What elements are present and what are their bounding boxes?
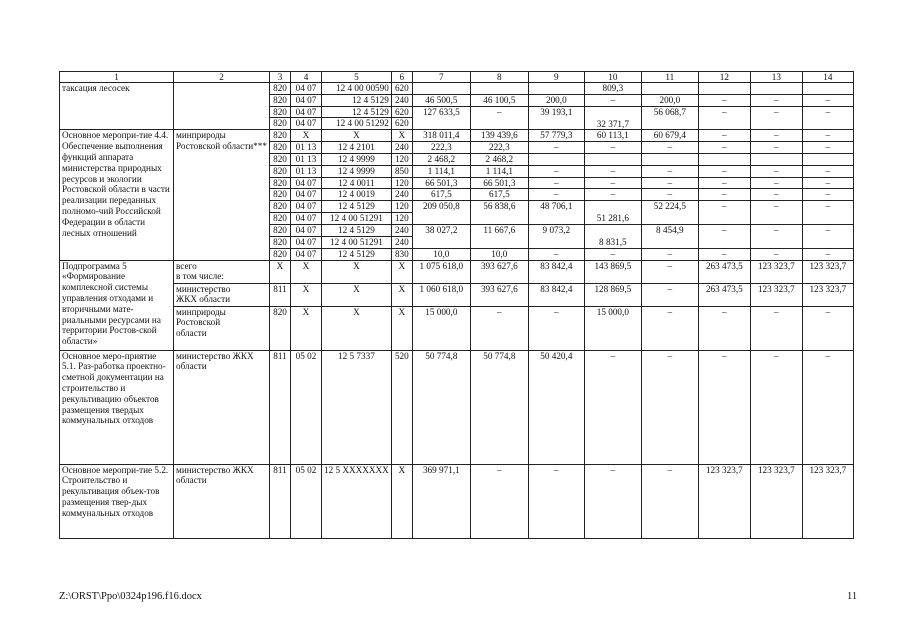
table-cell: 04 07 bbox=[291, 177, 322, 189]
table-cell: X bbox=[391, 464, 412, 538]
table-cell: 222,3 bbox=[412, 142, 470, 154]
table-cell: 393 627,6 bbox=[470, 260, 528, 283]
table-cell: – bbox=[750, 165, 802, 177]
table-cell: – bbox=[641, 306, 698, 350]
table-cell-value: 51 281,6 bbox=[596, 213, 629, 224]
table-cell: X bbox=[322, 130, 392, 142]
executor-line: области bbox=[176, 328, 207, 339]
executor-cell bbox=[174, 306, 270, 350]
table-cell: X bbox=[322, 260, 392, 283]
table-cell bbox=[584, 106, 641, 130]
table-cell: 820 bbox=[270, 248, 291, 260]
col-num: 11 bbox=[641, 72, 698, 83]
executor-cell bbox=[174, 260, 270, 283]
table-row bbox=[60, 350, 854, 464]
table-cell: – bbox=[802, 142, 853, 154]
table-cell: 120 bbox=[391, 153, 412, 165]
table-cell: 820 bbox=[270, 189, 291, 201]
executor-cell bbox=[174, 83, 270, 130]
col-num: 1 bbox=[60, 72, 174, 83]
page-number: 11 bbox=[847, 591, 858, 602]
table-cell: 820 bbox=[270, 177, 291, 189]
table-cell: – bbox=[698, 94, 750, 106]
table-cell: 12 5 XXXXXXX bbox=[322, 464, 392, 538]
table-cell: 811 bbox=[270, 464, 291, 538]
table-cell: – bbox=[698, 350, 750, 464]
table-cell: 209 050,8 bbox=[412, 201, 470, 225]
table-cell: – bbox=[750, 224, 802, 248]
table-cell: – bbox=[698, 189, 750, 201]
table-cell: 1 060 618,0 bbox=[412, 283, 470, 306]
row-description: Основное меропри-тие 4.4. Обеспечение выполнения функций аппарата министерства природных ресурсов и экологии Ростовской области в части реализации переданных полномо-чий Российской Федерации в области лесных отношений bbox=[60, 130, 174, 260]
table-cell: 820 bbox=[270, 201, 291, 213]
table-cell: – bbox=[750, 350, 802, 464]
table-cell: – bbox=[802, 94, 853, 106]
table-cell: 820 bbox=[270, 118, 291, 130]
table-cell: 12 4 5129 bbox=[322, 201, 392, 213]
table-cell: – bbox=[584, 350, 641, 464]
table-cell: – bbox=[698, 106, 750, 130]
executor-cell: министерство ЖКХ области bbox=[174, 464, 270, 538]
table-cell: – bbox=[698, 224, 750, 248]
table-cell: – bbox=[528, 464, 584, 538]
table-cell: 38 027,2 bbox=[412, 224, 470, 248]
table-cell bbox=[802, 83, 853, 95]
table-cell: – bbox=[584, 189, 641, 201]
table-cell: 820 bbox=[270, 106, 291, 118]
table-cell: 123 323,7 bbox=[802, 260, 853, 283]
table-cell: 83 842,4 bbox=[528, 283, 584, 306]
table-cell: – bbox=[641, 260, 698, 283]
table-cell: 620 bbox=[391, 106, 412, 118]
table-cell: 12 4 00 51292 bbox=[322, 118, 392, 130]
table-cell: 123 323,7 bbox=[750, 464, 802, 538]
table-cell: X bbox=[322, 306, 392, 350]
table-cell: 04 07 bbox=[291, 224, 322, 236]
table-cell: 50 774,8 bbox=[412, 350, 470, 464]
table-cell: 60 679,4 bbox=[641, 130, 698, 142]
table-cell: 56 838,6 bbox=[470, 201, 528, 225]
footer-file-path: Z:\ORST\Ppo\0324p196.f16.docx bbox=[59, 591, 202, 602]
table-cell: 83 842,4 bbox=[528, 260, 584, 283]
table-cell: 60 113,1 bbox=[584, 130, 641, 142]
table-cell: 04 07 bbox=[291, 118, 322, 130]
table-cell: 520 bbox=[391, 350, 412, 464]
table-cell: 05 02 bbox=[291, 464, 322, 538]
table-cell: 01 13 bbox=[291, 165, 322, 177]
table-cell: – bbox=[528, 306, 584, 350]
table-cell: 830 bbox=[391, 248, 412, 260]
table-cell: 66 501,3 bbox=[412, 177, 470, 189]
table-cell: – bbox=[641, 177, 698, 189]
col-num: 10 bbox=[584, 72, 641, 83]
table-cell: 04 07 bbox=[291, 236, 322, 248]
table-cell: – bbox=[802, 248, 853, 260]
table-cell: 04 07 bbox=[291, 189, 322, 201]
table-cell: – bbox=[528, 165, 584, 177]
table-cell: 46 100,5 bbox=[470, 94, 528, 106]
table-cell: – bbox=[641, 283, 698, 306]
table-cell: 369 971,1 bbox=[412, 464, 470, 538]
col-num: 3 bbox=[270, 72, 291, 83]
executor-line: всего bbox=[176, 260, 197, 271]
table-cell: 48 706,1 bbox=[528, 201, 584, 225]
table-cell-value: 8 831,5 bbox=[599, 236, 627, 247]
table-cell: 393 627,6 bbox=[470, 283, 528, 306]
table-cell: 15 000,0 bbox=[412, 306, 470, 350]
table-cell: 12 4 00 51291 bbox=[322, 213, 392, 225]
table-cell: 617,5 bbox=[412, 189, 470, 201]
table-cell: 2 468,2 bbox=[470, 153, 528, 165]
table-cell bbox=[584, 201, 641, 225]
table-cell: 04 07 bbox=[291, 83, 322, 95]
col-num: 8 bbox=[470, 72, 528, 83]
executor-line: Ростовской bbox=[176, 317, 221, 328]
table-cell: X bbox=[322, 283, 392, 306]
table-cell: – bbox=[698, 306, 750, 350]
table-cell bbox=[641, 153, 698, 165]
table-cell: – bbox=[802, 177, 853, 189]
table-cell: – bbox=[528, 189, 584, 201]
table-cell: 04 07 bbox=[291, 213, 322, 225]
table-cell: 200,0 bbox=[641, 94, 698, 106]
table-cell: 617,5 bbox=[470, 189, 528, 201]
table-cell: 240 bbox=[391, 142, 412, 154]
table-cell: 222,3 bbox=[470, 142, 528, 154]
table-cell: 811 bbox=[270, 350, 291, 464]
table-cell: X bbox=[291, 260, 322, 283]
table-cell: 39 193,1 bbox=[528, 106, 584, 130]
table-cell: 2 468,2 bbox=[412, 153, 470, 165]
table-cell: 139 439,6 bbox=[470, 130, 528, 142]
table-cell: 12 4 5129 bbox=[322, 248, 392, 260]
table-cell: – bbox=[584, 177, 641, 189]
table-cell: – bbox=[802, 306, 853, 350]
column-number-row bbox=[60, 72, 854, 83]
table-cell: 9 073,2 bbox=[528, 224, 584, 248]
table-cell: 12 4 9999 bbox=[322, 153, 392, 165]
table-cell: X bbox=[291, 283, 322, 306]
table-cell: – bbox=[698, 201, 750, 225]
table-cell: 123 323,7 bbox=[802, 283, 853, 306]
row-description: Основное меро-приятие 5.1. Раз-работка проектно-сметной документации на строительство и рекультивацию объектов размещения твердых коммунальных отходов bbox=[60, 350, 174, 464]
table-cell: – bbox=[750, 142, 802, 154]
table-cell-value: 32 371,7 bbox=[596, 118, 629, 129]
table-cell: – bbox=[802, 224, 853, 248]
table-cell: 120 bbox=[391, 213, 412, 225]
table-cell bbox=[698, 83, 750, 95]
table-cell: 263 473,5 bbox=[698, 260, 750, 283]
table-cell: 820 bbox=[270, 213, 291, 225]
table-cell: 57 779,3 bbox=[528, 130, 584, 142]
table-cell: – bbox=[750, 189, 802, 201]
table-cell bbox=[584, 224, 641, 248]
table-cell: – bbox=[470, 306, 528, 350]
table-cell: – bbox=[698, 165, 750, 177]
table-cell: – bbox=[584, 142, 641, 154]
table-cell: – bbox=[528, 142, 584, 154]
table-row bbox=[60, 283, 854, 306]
table-cell: – bbox=[802, 201, 853, 225]
executor-line: министерство bbox=[176, 283, 231, 294]
table-cell: 123 323,7 bbox=[750, 260, 802, 283]
table-cell: 11 667,6 bbox=[470, 224, 528, 248]
table-cell: 120 bbox=[391, 177, 412, 189]
table-cell bbox=[528, 153, 584, 165]
table-cell: X bbox=[291, 306, 322, 350]
table-cell: – bbox=[584, 464, 641, 538]
executor-line: ЖКХ области bbox=[176, 294, 231, 305]
table-cell: 318 011,4 bbox=[412, 130, 470, 142]
table-cell: – bbox=[470, 464, 528, 538]
table-cell: X bbox=[291, 130, 322, 142]
table-cell: 1 114,1 bbox=[470, 165, 528, 177]
table-cell: 12 4 0011 bbox=[322, 177, 392, 189]
table-cell: – bbox=[528, 177, 584, 189]
table-cell: 820 bbox=[270, 306, 291, 350]
executor-cell bbox=[174, 283, 270, 306]
table-cell: 52 224,5 bbox=[641, 201, 698, 225]
table-row bbox=[60, 464, 854, 538]
table-row bbox=[60, 306, 854, 350]
table-cell: 127 633,5 bbox=[412, 106, 470, 130]
executor-cell: министерство ЖКХ области bbox=[174, 350, 270, 464]
table-cell: 1 114,1 bbox=[412, 165, 470, 177]
table-cell: – bbox=[528, 248, 584, 260]
table-cell: – bbox=[698, 130, 750, 142]
table-cell: – bbox=[750, 248, 802, 260]
table-cell: 820 bbox=[270, 83, 291, 95]
table-cell: 240 bbox=[391, 224, 412, 236]
table-cell: – bbox=[698, 177, 750, 189]
table-cell: – bbox=[641, 142, 698, 154]
table-cell: 620 bbox=[391, 118, 412, 130]
table-cell: 12 4 00 00590 bbox=[322, 83, 392, 95]
table-cell: 12 4 5129 bbox=[322, 106, 392, 118]
table-cell: – bbox=[750, 201, 802, 225]
col-num: 6 bbox=[391, 72, 412, 83]
table-cell: 1 075 618,0 bbox=[412, 260, 470, 283]
table-cell: – bbox=[584, 165, 641, 177]
table-cell: 04 07 bbox=[291, 106, 322, 118]
table-cell: 12 4 2101 bbox=[322, 142, 392, 154]
table-cell: – bbox=[802, 106, 853, 130]
table-cell: – bbox=[641, 165, 698, 177]
col-num: 9 bbox=[528, 72, 584, 83]
row-description: Подпрограмма 5 «Формирование комплексной системы управления отходами и вторичными мате-риальными ресурсами на территории Ростов-ской области» bbox=[60, 260, 174, 350]
table-cell: 809,3 bbox=[584, 83, 641, 95]
table-cell: X bbox=[391, 283, 412, 306]
col-num: 12 bbox=[698, 72, 750, 83]
table-cell: 820 bbox=[270, 142, 291, 154]
table-cell: 620 bbox=[391, 83, 412, 95]
col-num: 13 bbox=[750, 72, 802, 83]
col-num: 7 bbox=[412, 72, 470, 83]
table-cell: 811 bbox=[270, 283, 291, 306]
table-cell: – bbox=[641, 189, 698, 201]
table-cell bbox=[470, 83, 528, 95]
table-cell: X bbox=[270, 260, 291, 283]
table-cell bbox=[412, 83, 470, 95]
table-cell: 820 bbox=[270, 224, 291, 236]
table-row bbox=[60, 260, 854, 283]
table-cell: 04 07 bbox=[291, 201, 322, 213]
table-cell: 143 869,5 bbox=[584, 260, 641, 283]
col-num: 14 bbox=[802, 72, 853, 83]
table-row bbox=[60, 130, 854, 142]
table-cell: X bbox=[391, 130, 412, 142]
table-cell: – bbox=[750, 306, 802, 350]
table-cell: 120 bbox=[391, 201, 412, 213]
table-cell: 12 4 9999 bbox=[322, 165, 392, 177]
table-cell bbox=[750, 83, 802, 95]
col-num: 2 bbox=[174, 72, 270, 83]
table-cell: 240 bbox=[391, 236, 412, 248]
table-cell: 8 454,9 bbox=[641, 224, 698, 248]
table-cell: 66 501,3 bbox=[470, 177, 528, 189]
executor-line: минприроды bbox=[176, 306, 226, 317]
table-cell: – bbox=[750, 130, 802, 142]
table-cell: 820 bbox=[270, 153, 291, 165]
executor-cell: минприроды Ростовской области*** bbox=[174, 130, 270, 260]
table-cell: 10,0 bbox=[470, 248, 528, 260]
col-num: 4 bbox=[291, 72, 322, 83]
table-cell: 12 4 5129 bbox=[322, 224, 392, 236]
executor-line: в том числе: bbox=[176, 271, 224, 282]
table-cell: 12 4 0019 bbox=[322, 189, 392, 201]
table-cell bbox=[698, 153, 750, 165]
table-cell bbox=[641, 83, 698, 95]
table-cell: 01 13 bbox=[291, 153, 322, 165]
table-cell: 123 323,7 bbox=[698, 464, 750, 538]
table-cell: – bbox=[802, 165, 853, 177]
table-cell: 820 bbox=[270, 165, 291, 177]
table-cell: 820 bbox=[270, 236, 291, 248]
table-cell: – bbox=[641, 350, 698, 464]
table-cell bbox=[802, 153, 853, 165]
budget-table bbox=[59, 71, 854, 539]
table-cell: 12 4 5129 bbox=[322, 94, 392, 106]
table-cell: – bbox=[584, 94, 641, 106]
table-cell: – bbox=[641, 248, 698, 260]
table-cell: 240 bbox=[391, 189, 412, 201]
col-num: 5 bbox=[322, 72, 392, 83]
table-cell: 04 07 bbox=[291, 94, 322, 106]
table-cell: 56 068,7 bbox=[641, 106, 698, 130]
table-cell: – bbox=[698, 248, 750, 260]
table-cell: 263 473,5 bbox=[698, 283, 750, 306]
table-cell: – bbox=[641, 464, 698, 538]
table-cell: 200,0 bbox=[528, 94, 584, 106]
table-cell: – bbox=[802, 350, 853, 464]
table-cell: X bbox=[391, 260, 412, 283]
table-cell: 240 bbox=[391, 94, 412, 106]
table-cell bbox=[528, 83, 584, 95]
table-cell: – bbox=[470, 106, 528, 130]
table-cell bbox=[584, 153, 641, 165]
table-cell: X bbox=[391, 306, 412, 350]
table-cell: 850 bbox=[391, 165, 412, 177]
table-cell: 46 500,5 bbox=[412, 94, 470, 106]
table-cell: 820 bbox=[270, 94, 291, 106]
table-cell: – bbox=[750, 94, 802, 106]
table-cell: 12 5 7337 bbox=[322, 350, 392, 464]
row-description: Основное меропри-тие 5.2. Строительство и рекультивация объек-тов размещения твер-дых коммунальных отходов bbox=[60, 464, 174, 538]
table-cell: 50 420,4 bbox=[528, 350, 584, 464]
table-cell bbox=[750, 153, 802, 165]
table-row bbox=[60, 83, 854, 95]
table-cell: 820 bbox=[270, 130, 291, 142]
row-description: таксация лесосек bbox=[60, 83, 174, 130]
table-cell: 04 07 bbox=[291, 248, 322, 260]
table-cell: 15 000,0 bbox=[584, 306, 641, 350]
table-cell: – bbox=[750, 177, 802, 189]
table-cell: – bbox=[584, 248, 641, 260]
table-cell: 01 13 bbox=[291, 142, 322, 154]
table-cell: – bbox=[802, 189, 853, 201]
table-cell: 50 774,8 bbox=[470, 350, 528, 464]
table-cell: 128 869,5 bbox=[584, 283, 641, 306]
table-cell: 123 323,7 bbox=[802, 464, 853, 538]
table-cell: 10,0 bbox=[412, 248, 470, 260]
table-cell: 12 4 00 51291 bbox=[322, 236, 392, 248]
table-cell: – bbox=[750, 106, 802, 130]
table-cell: – bbox=[802, 130, 853, 142]
table-cell: – bbox=[698, 142, 750, 154]
table-cell: 123 323,7 bbox=[750, 283, 802, 306]
table-cell: 05 02 bbox=[291, 350, 322, 464]
